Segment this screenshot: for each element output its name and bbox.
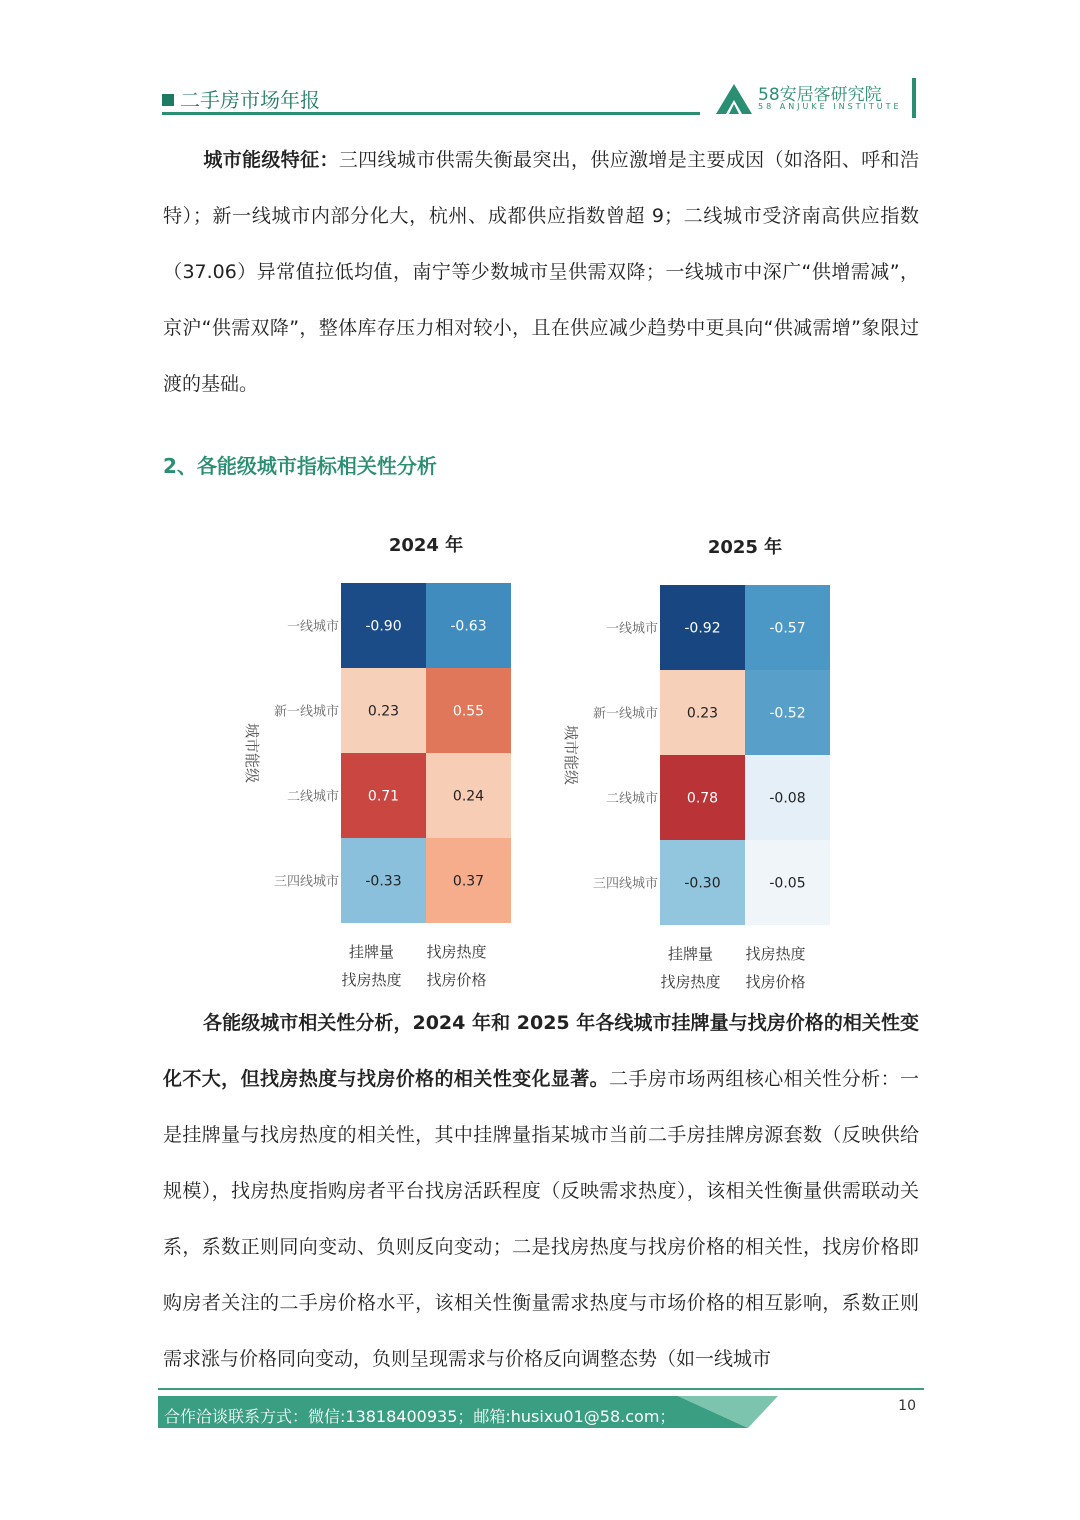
heatmap-row-label: 一线城市 xyxy=(605,621,658,637)
heatmap-cell-label: -0.90 xyxy=(365,618,402,635)
heatmap-cell-label: 0.23 xyxy=(686,705,719,722)
heatmap-cell-label: -0.08 xyxy=(769,790,806,807)
heatmap-cell-label: -0.30 xyxy=(684,875,721,892)
heatmap-1 xyxy=(243,534,511,989)
heatmap-cell-label: 0.37 xyxy=(452,873,485,890)
paragraph-correlation xyxy=(163,995,919,1387)
heatmap-ylabel: 城市能级 xyxy=(243,722,261,784)
heatmap-row-label: 新一线城市 xyxy=(592,706,658,722)
logo-main-text: 58安居客研究院 xyxy=(758,85,882,105)
heatmap-cell-label: 0.78 xyxy=(686,790,719,807)
header-title-text: 二手房市场年报 xyxy=(180,88,320,112)
heatmap-cell-label: -0.52 xyxy=(769,705,806,722)
section-title: 2、各能级城市指标相关性分析 xyxy=(163,454,437,478)
heatmap-column-label-line1: 挂牌量 xyxy=(348,943,395,961)
heatmap-cell-label: -0.63 xyxy=(450,618,487,635)
heatmap-2 xyxy=(562,536,830,991)
paragraph-2-body: 二手房市场两组核心相关性分析：一是挂牌量与找房热度的相关性，其中挂牌量指某城市当前二手房挂牌房源套数（反映供给规模），找房热度指购房者平台找房活跃程度（反映需求热度），该相关性衡量供需联动关系，系数正则同向变动、负则反向变动；二是找房热度与找房价格的相关性，找房价格即购房者关注的二手房价格水平，该相关性衡量需求热度与市场价格的相互影响，系数正则需求涨与价格同向变动，负则呈现需求与价格反向调整态势（如一线城市 xyxy=(163,1068,919,1370)
heatmap-cell-label: -0.57 xyxy=(769,620,806,637)
heatmap-row-label: 三四线城市 xyxy=(592,876,658,892)
heatmap-row-label: 新一线城市 xyxy=(273,704,339,720)
logo-sub-text: 58 ANJUKE INSTITUTE xyxy=(758,102,902,111)
heatmap-cell-label: 0.24 xyxy=(452,788,485,805)
page-number: 10 xyxy=(898,1398,916,1414)
page-footer xyxy=(158,1388,924,1428)
heatmap-column-label-line2: 找房价格 xyxy=(745,973,806,991)
heatmap-column-label-line2: 找房热度 xyxy=(341,971,402,989)
heatmap-cell-label: -0.05 xyxy=(769,875,806,892)
heatmap-row-label: 三四线城市 xyxy=(273,874,339,890)
paragraph-1-lead: 城市能级特征： xyxy=(203,149,339,171)
heatmap-cell-label: -0.33 xyxy=(365,873,402,890)
heatmap-cell-label: 0.55 xyxy=(452,703,485,720)
heatmap-row-label: 二线城市 xyxy=(605,791,658,807)
paragraph-2-lead: 各能级城市相关性分析，2024 年和 2025 年各线城市挂牌量与找房价格的相关性变化不大，但找房热度与找房价格的相关性变化显著。 xyxy=(163,1012,919,1090)
heatmap-column-label-line1: 找房热度 xyxy=(745,945,806,963)
heatmap-row-label: 二线城市 xyxy=(286,789,339,805)
heatmap-column-label-line1: 挂牌量 xyxy=(667,945,714,963)
heatmap-column-label-line1: 找房热度 xyxy=(426,943,487,961)
heatmap-title: 2025 年 xyxy=(707,537,783,558)
paragraph-1-body: 三四线城市供需失衡最突出，供应激增是主要成因（如洛阳、呼和浩特）；新一线城市内部分化大，杭州、成都供应指数曾超 9；二线城市受济南高供应指数（37.06）异常值拉低均值，南宁等少数城市呈供需双降；一线城市中深广“供增需减”，京沪“供需双降”，整体库存压力相对较小，且在供应减少趋势中更具向“供减需增”象限过渡的基础。 xyxy=(163,149,919,395)
heatmap-cell-label: -0.92 xyxy=(684,620,721,637)
heatmap-cell-label: 0.71 xyxy=(367,788,400,805)
heatmap-title: 2024 年 xyxy=(388,535,464,556)
heatmap-ylabel: 城市能级 xyxy=(562,724,580,786)
heatmap-cell-label: 0.23 xyxy=(367,703,400,720)
heatmap-column-label-line2: 找房价格 xyxy=(426,971,487,989)
heatmap-column-label-line2: 找房热度 xyxy=(660,973,721,991)
heatmap-row-label: 一线城市 xyxy=(286,619,339,635)
footer-contact: 合作洽谈联系方式：微信:13818400935；邮箱:husixu01@58.com； xyxy=(164,1407,676,1426)
